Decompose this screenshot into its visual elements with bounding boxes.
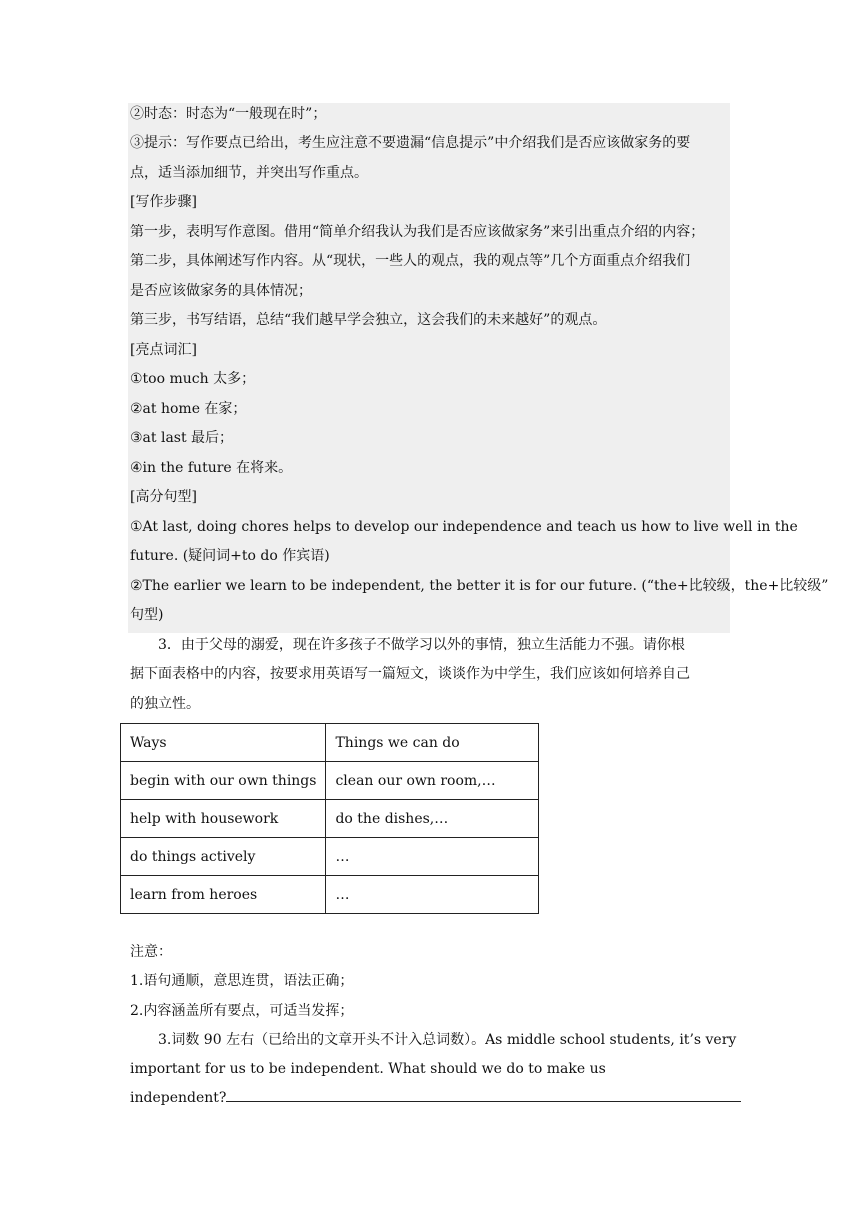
table-cell: begin with our own things	[121, 762, 326, 800]
table-cell: help with housework	[121, 800, 326, 838]
table-cell: …	[326, 838, 539, 876]
table-row	[121, 876, 539, 914]
text-line: ②时态：时态为“一般现在时”；	[130, 106, 327, 122]
table-cell: do the dishes,…	[326, 800, 539, 838]
text-line: 第三步，书写结语，总结“我们越早学会独立，这会我们的未来越好”的观点。	[130, 312, 607, 328]
text-line: 第二步，具体阐述写作内容。从“现状，一些人的观点，我的观点等”几个方面重点介绍我们	[130, 253, 691, 269]
vocab-item: ②at home 在家；	[130, 401, 247, 417]
table-cell: do things actively	[121, 838, 326, 876]
table-cell: learn from heroes	[121, 876, 326, 914]
section-heading: [写作步骤]	[130, 194, 197, 210]
question-text: 的独立性。	[130, 696, 200, 712]
section-heading: [亮点词汇]	[130, 342, 197, 358]
table-header-row	[121, 724, 539, 762]
text-line: 第一步，表明写作意图。借用“简单介绍我认为我们是否应该做家务”来引出重点介绍的内容；	[130, 224, 705, 240]
note-item: independent?	[130, 1090, 227, 1106]
note-item: 3.词数 90 左右（已给出的文章开头不计入总词数）。As middle school students, it’s very	[158, 1032, 737, 1048]
writing-blank	[226, 1087, 741, 1102]
table-header-cell: Things we can do	[326, 724, 539, 762]
question-text: 据下面表格中的内容，按要求用英语写一篇短文，谈谈作为中学生，我们应该如何培养自己	[130, 666, 690, 682]
note-item: 2.内容涵盖所有要点，可适当发挥；	[130, 1003, 354, 1019]
vocab-item: ①too much 太多；	[130, 371, 256, 387]
table-row	[121, 838, 539, 876]
text-line: 是否应该做家务的具体情况；	[130, 283, 312, 299]
text-line: 点，适当添加细节，并突出写作重点。	[130, 165, 368, 181]
ways-table	[120, 723, 539, 914]
vocab-item: ③at last 最后；	[130, 430, 234, 446]
note-item: 1.语句通顺，意思连贯，语法正确；	[130, 973, 354, 989]
question-text: 3．由于父母的溺爱，现在许多孩子不做学习以外的事情，独立生活能力不强。请你根	[158, 637, 685, 653]
text-line: 句型)	[130, 607, 164, 623]
text-line: ③提示：写作要点已给出，考生应注意不要遗漏“信息提示”中介绍我们是否应该做家务的要	[130, 135, 691, 151]
table-cell: …	[326, 876, 539, 914]
table-cell: clean our own room,…	[326, 762, 539, 800]
table-header-cell: Ways	[121, 724, 326, 762]
sentence-pattern: ②The earlier we learn to be independent, the better it is for our future. (“the+比较级，the+比较级”	[130, 578, 829, 594]
answer-line	[130, 1087, 741, 1108]
vocab-item: ④in the future 在将来。	[130, 460, 293, 476]
note-item: important for us to be independent. What should we do to make us	[130, 1061, 606, 1077]
table-row	[121, 762, 539, 800]
text-line: future. (疑问词+to do 作宾语)	[130, 548, 330, 564]
notes-title: 注意：	[130, 944, 172, 960]
table-row	[121, 800, 539, 838]
section-heading: [高分句型]	[130, 489, 197, 505]
sentence-pattern: ①At last, doing chores helps to develop our independence and teach us how to live well in the	[130, 519, 798, 535]
